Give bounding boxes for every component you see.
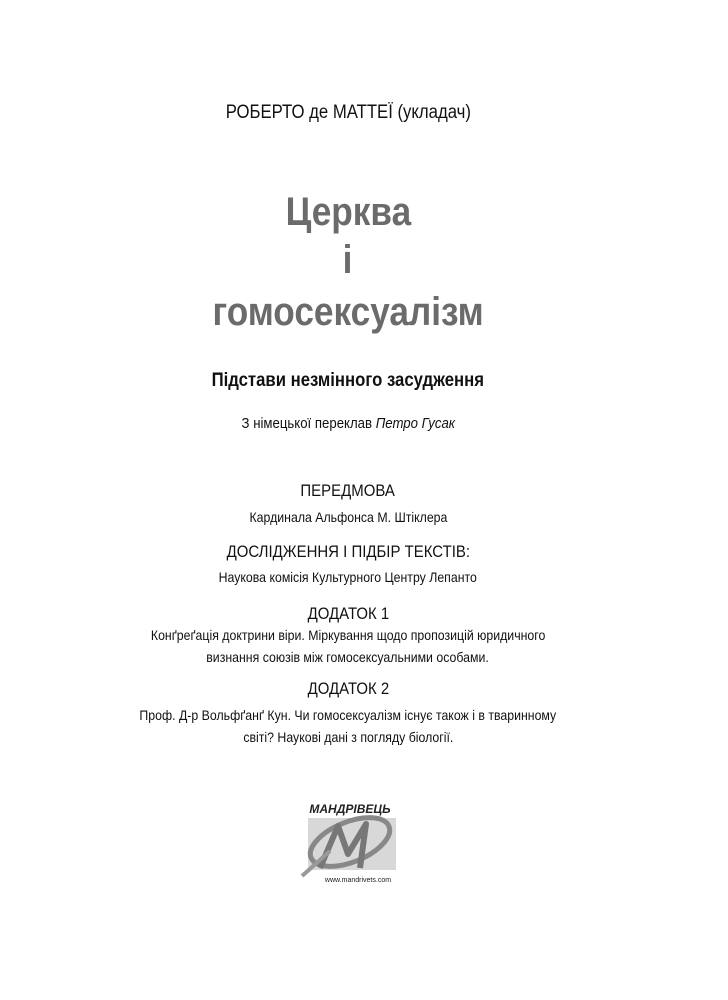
publisher-logo — [290, 796, 410, 886]
heading-text: ПЕРЕДМОВА — [300, 481, 396, 500]
title-text: Церква — [285, 190, 411, 234]
heading-text: ДОДАТОК 2 — [307, 679, 389, 698]
line-text: Наукова комісія Культурного Центру Лепанто — [218, 569, 478, 585]
section-line — [0, 729, 696, 745]
section-line — [0, 627, 696, 643]
heading-text: ДОДАТОК 1 — [307, 604, 389, 623]
title-line-3 — [0, 290, 696, 335]
title-line-2 — [0, 238, 696, 283]
title-text: і — [343, 238, 353, 282]
translation-text — [241, 415, 454, 432]
subtitle-text: Підстави незмінного засудження — [211, 370, 485, 391]
heading-text: ДОСЛІДЖЕННЯ І ПІДБІР ТЕКСТІВ: — [226, 542, 470, 561]
section-line — [0, 707, 696, 723]
section-heading-research — [0, 542, 696, 562]
line-text: Конґреґація доктрини віри. Міркування щодо пропозицій юридичного — [150, 627, 546, 643]
section-heading-appendix-2 — [0, 679, 696, 699]
translation-prefix: З німецької переклав — [241, 415, 376, 432]
line-text: Кардинала Альфонса М. Штіклера — [249, 509, 447, 525]
subtitle — [0, 370, 696, 392]
section-line — [0, 649, 696, 665]
publisher-url: www.mandrivets.com — [324, 877, 392, 884]
line-text: світі? Наукові дані з погляду біології. — [242, 729, 454, 745]
section-heading-appendix-1 — [0, 604, 696, 624]
title-line-1 — [0, 190, 696, 235]
author-text: РОБЕРТО де МАТТЕЇ (укладач) — [225, 102, 471, 123]
author-line — [0, 102, 696, 124]
translator-name: Петро Гусак — [375, 415, 455, 432]
section-heading-foreword — [0, 481, 696, 501]
section-line — [0, 509, 696, 525]
line-text: визнання союзів між гомосексуальними особами. — [206, 649, 490, 665]
translation-credit — [0, 415, 696, 432]
section-line — [0, 569, 696, 585]
publisher-logo-graphic — [290, 796, 410, 886]
publisher-name: МАНДРІВЕЦЬ — [309, 802, 391, 816]
line-text: Проф. Д-р Вольфґанґ Кун. Чи гомосексуалізм існує також і в тваринному — [139, 707, 557, 723]
title-text: гомосексуалізм — [212, 290, 484, 334]
